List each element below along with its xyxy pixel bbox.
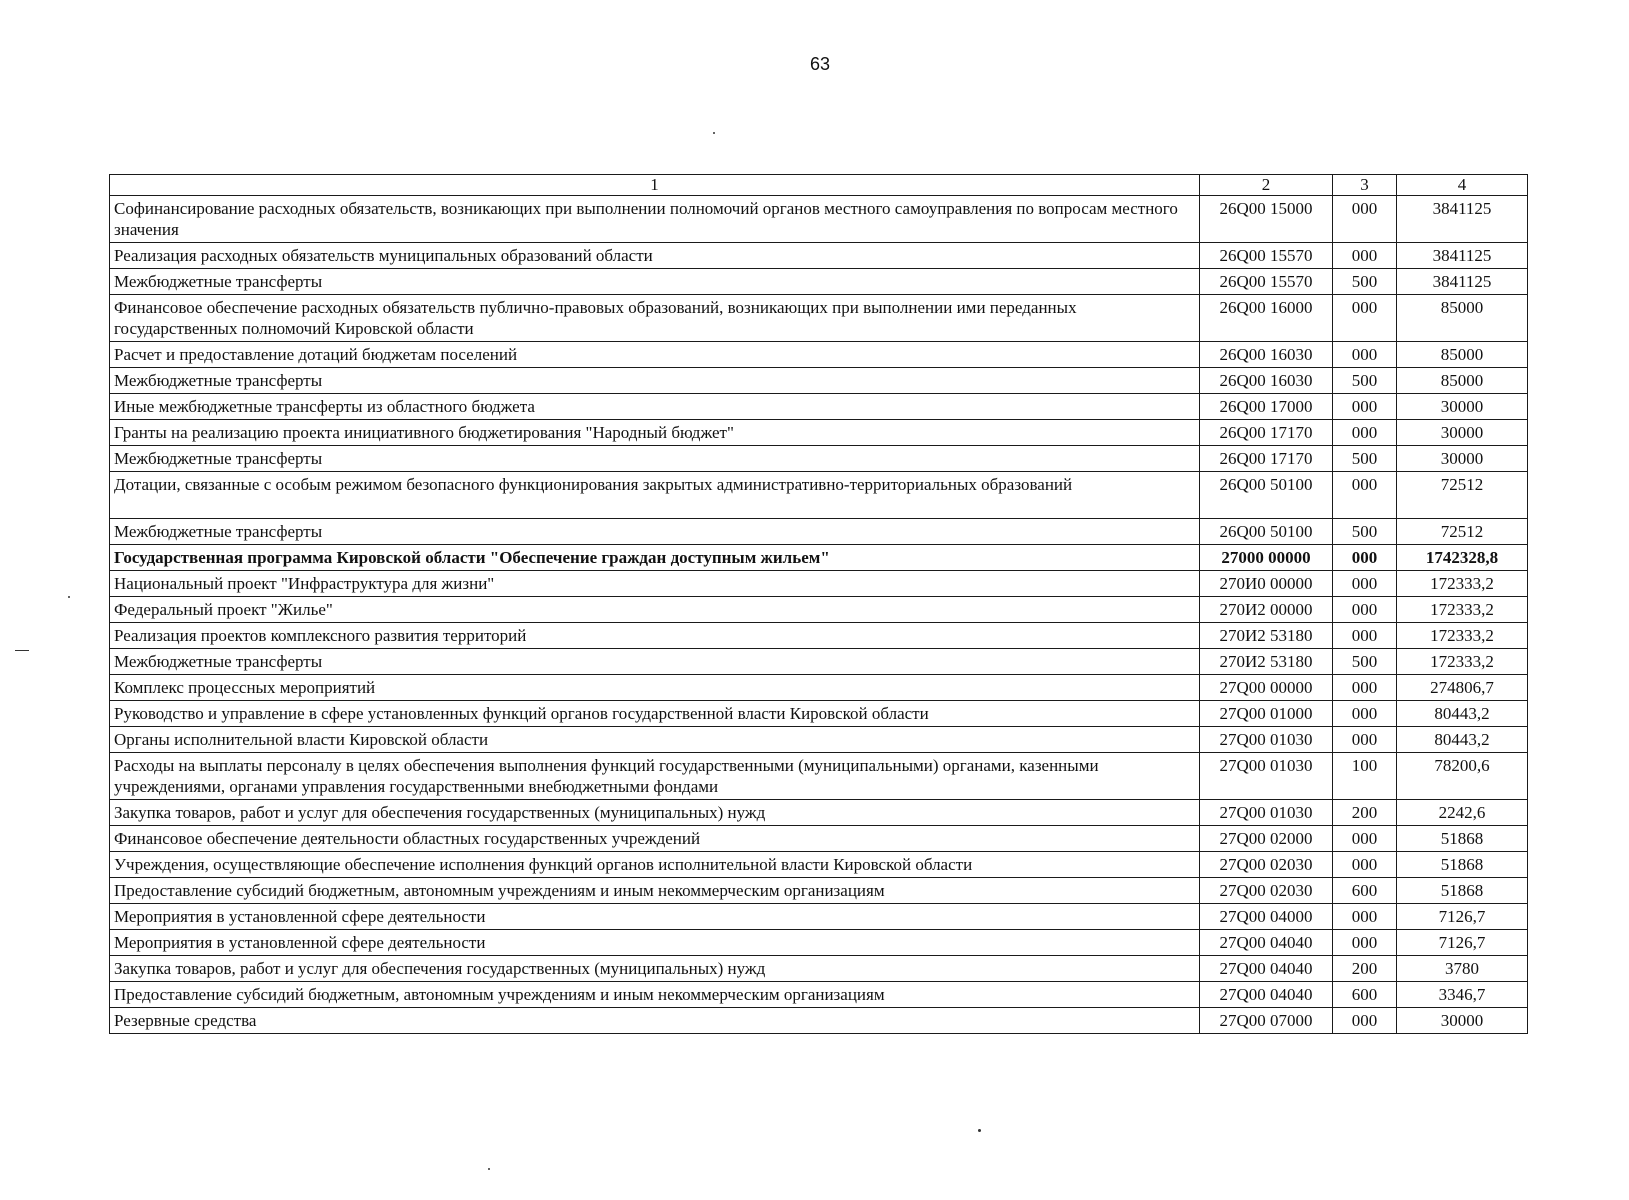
cell-name: Межбюджетные трансферты	[110, 519, 1200, 545]
cell-type: 000	[1333, 420, 1397, 446]
cell-type: 000	[1333, 545, 1397, 571]
cell-type: 500	[1333, 368, 1397, 394]
cell-amount: 51868	[1397, 826, 1528, 852]
cell-name: Софинансирование расходных обязательств, возникающих при выполнении полномочий органов местного самоуправления по вопросам местного значения	[110, 196, 1200, 243]
cell-name: Межбюджетные трансферты	[110, 269, 1200, 295]
header-col-1: 1	[110, 175, 1200, 196]
cell-type: 100	[1333, 753, 1397, 800]
cell-type: 000	[1333, 852, 1397, 878]
scan-speck	[15, 650, 29, 651]
table-row	[110, 519, 1528, 545]
scan-speck	[978, 1129, 981, 1132]
cell-type: 200	[1333, 800, 1397, 826]
header-col-2: 2	[1200, 175, 1333, 196]
cell-code: 26Q00 50100	[1200, 519, 1333, 545]
table-row	[110, 852, 1528, 878]
cell-type: 600	[1333, 878, 1397, 904]
cell-amount: 80443,2	[1397, 701, 1528, 727]
cell-name: Национальный проект "Инфраструктура для жизни"	[110, 571, 1200, 597]
cell-type: 000	[1333, 571, 1397, 597]
cell-type: 000	[1333, 727, 1397, 753]
table-row	[110, 826, 1528, 852]
table-row	[110, 904, 1528, 930]
table-row	[110, 342, 1528, 368]
cell-name: Мероприятия в установленной сфере деятельности	[110, 904, 1200, 930]
table-row	[110, 545, 1528, 571]
cell-amount: 2242,6	[1397, 800, 1528, 826]
cell-amount: 30000	[1397, 394, 1528, 420]
cell-amount: 1742328,8	[1397, 545, 1528, 571]
cell-code: 27Q00 07000	[1200, 1008, 1333, 1034]
cell-code: 26Q00 15570	[1200, 269, 1333, 295]
cell-type: 600	[1333, 982, 1397, 1008]
table-row	[110, 472, 1528, 519]
table-row	[110, 1008, 1528, 1034]
cell-amount: 3841125	[1397, 196, 1528, 243]
cell-name: Руководство и управление в сфере установленных функций органов государственной власти Кировской области	[110, 701, 1200, 727]
cell-type: 000	[1333, 243, 1397, 269]
cell-amount: 3780	[1397, 956, 1528, 982]
cell-code: 270И2 53180	[1200, 623, 1333, 649]
cell-code: 27Q00 04000	[1200, 904, 1333, 930]
cell-name: Иные межбюджетные трансферты из областного бюджета	[110, 394, 1200, 420]
cell-type: 000	[1333, 623, 1397, 649]
cell-name: Предоставление субсидий бюджетным, автономным учреждениям и иным некоммерческим организациям	[110, 982, 1200, 1008]
table-row	[110, 800, 1528, 826]
table-row	[110, 956, 1528, 982]
page-number: 63	[809, 54, 831, 74]
cell-code: 27Q00 02030	[1200, 852, 1333, 878]
table-row	[110, 727, 1528, 753]
table-body	[110, 196, 1528, 1034]
cell-code: 27Q00 04040	[1200, 982, 1333, 1008]
cell-code: 270И0 00000	[1200, 571, 1333, 597]
cell-amount: 3841125	[1397, 243, 1528, 269]
cell-amount: 172333,2	[1397, 649, 1528, 675]
cell-code: 27Q00 00000	[1200, 675, 1333, 701]
cell-type: 200	[1333, 956, 1397, 982]
cell-name: Закупка товаров, работ и услуг для обеспечения государственных (муниципальных) нужд	[110, 800, 1200, 826]
cell-type: 000	[1333, 342, 1397, 368]
cell-type: 000	[1333, 904, 1397, 930]
cell-name: Комплекс процессных мероприятий	[110, 675, 1200, 701]
cell-name: Органы исполнительной власти Кировской области	[110, 727, 1200, 753]
table-row	[110, 982, 1528, 1008]
cell-code: 26Q00 17170	[1200, 420, 1333, 446]
cell-amount: 7126,7	[1397, 930, 1528, 956]
cell-type: 500	[1333, 269, 1397, 295]
cell-code: 26Q00 17170	[1200, 446, 1333, 472]
cell-name: Межбюджетные трансферты	[110, 649, 1200, 675]
table-row	[110, 753, 1528, 800]
table-row	[110, 623, 1528, 649]
cell-name: Реализация проектов комплексного развития территорий	[110, 623, 1200, 649]
cell-amount: 85000	[1397, 295, 1528, 342]
cell-code: 27000 00000	[1200, 545, 1333, 571]
cell-code: 26Q00 15570	[1200, 243, 1333, 269]
cell-code: 27Q00 01000	[1200, 701, 1333, 727]
cell-code: 27Q00 02000	[1200, 826, 1333, 852]
cell-type: 000	[1333, 394, 1397, 420]
cell-code: 27Q00 01030	[1200, 753, 1333, 800]
cell-type: 000	[1333, 597, 1397, 623]
cell-code: 26Q00 16000	[1200, 295, 1333, 342]
cell-code: 26Q00 16030	[1200, 368, 1333, 394]
cell-amount: 30000	[1397, 420, 1528, 446]
cell-name: Финансовое обеспечение расходных обязательств публично-правовых образований, возникающих при выполнении ими переданных государственных полномочий Кировской области	[110, 295, 1200, 342]
table-row	[110, 295, 1528, 342]
cell-name: Финансовое обеспечение деятельности областных государственных учреждений	[110, 826, 1200, 852]
header-col-3: 3	[1333, 175, 1397, 196]
cell-name: Дотации, связанные с особым режимом безопасного функционирования закрытых административно-территориальных образований	[110, 472, 1200, 519]
cell-type: 000	[1333, 675, 1397, 701]
cell-name: Межбюджетные трансферты	[110, 368, 1200, 394]
cell-amount: 3346,7	[1397, 982, 1528, 1008]
cell-type: 000	[1333, 930, 1397, 956]
cell-name: Реализация расходных обязательств муниципальных образований области	[110, 243, 1200, 269]
table-row	[110, 930, 1528, 956]
table-row	[110, 394, 1528, 420]
cell-name: Расходы на выплаты персоналу в целях обеспечения выполнения функций государственными (муниципальными) органами, казенными учреждениями, органами управления государственными внебюджетными фондами	[110, 753, 1200, 800]
table-row	[110, 196, 1528, 243]
cell-amount: 85000	[1397, 368, 1528, 394]
cell-amount: 30000	[1397, 1008, 1528, 1034]
table-row	[110, 649, 1528, 675]
cell-name: Предоставление субсидий бюджетным, автономным учреждениям и иным некоммерческим организациям	[110, 878, 1200, 904]
cell-code: 26Q00 15000	[1200, 196, 1333, 243]
table-row	[110, 675, 1528, 701]
table-row	[110, 597, 1528, 623]
cell-amount: 51868	[1397, 852, 1528, 878]
budget-table	[109, 174, 1528, 1034]
scan-speck	[713, 132, 715, 134]
cell-amount: 72512	[1397, 472, 1528, 519]
cell-code: 27Q00 04040	[1200, 956, 1333, 982]
cell-amount: 72512	[1397, 519, 1528, 545]
cell-name: Гранты на реализацию проекта инициативного бюджетирования "Народный бюджет"	[110, 420, 1200, 446]
cell-name: Межбюджетные трансферты	[110, 446, 1200, 472]
cell-amount: 172333,2	[1397, 623, 1528, 649]
table-row	[110, 243, 1528, 269]
cell-amount: 172333,2	[1397, 597, 1528, 623]
table-row	[110, 701, 1528, 727]
cell-name: Учреждения, осуществляющие обеспечение исполнения функций органов исполнительной власти Кировской области	[110, 852, 1200, 878]
cell-type: 000	[1333, 295, 1397, 342]
cell-name: Закупка товаров, работ и услуг для обеспечения государственных (муниципальных) нужд	[110, 956, 1200, 982]
table-row	[110, 878, 1528, 904]
cell-name: Резервные средства	[110, 1008, 1200, 1034]
cell-name: Расчет и предоставление дотаций бюджетам поселений	[110, 342, 1200, 368]
header-col-4: 4	[1397, 175, 1528, 196]
cell-type: 000	[1333, 826, 1397, 852]
cell-amount: 30000	[1397, 446, 1528, 472]
cell-code: 27Q00 01030	[1200, 800, 1333, 826]
cell-code: 27Q00 01030	[1200, 727, 1333, 753]
cell-code: 270И2 00000	[1200, 597, 1333, 623]
cell-name: Государственная программа Кировской области "Обеспечение граждан доступным жильем"	[110, 545, 1200, 571]
table-row	[110, 368, 1528, 394]
cell-code: 26Q00 50100	[1200, 472, 1333, 519]
cell-code: 26Q00 16030	[1200, 342, 1333, 368]
cell-type: 000	[1333, 472, 1397, 519]
table-row	[110, 571, 1528, 597]
cell-code: 26Q00 17000	[1200, 394, 1333, 420]
cell-type: 500	[1333, 649, 1397, 675]
cell-code: 27Q00 04040	[1200, 930, 1333, 956]
cell-amount: 3841125	[1397, 269, 1528, 295]
table-header-row	[110, 175, 1528, 196]
cell-type: 000	[1333, 196, 1397, 243]
cell-amount: 85000	[1397, 342, 1528, 368]
cell-name: Мероприятия в установленной сфере деятельности	[110, 930, 1200, 956]
cell-code: 27Q00 02030	[1200, 878, 1333, 904]
cell-name: Федеральный проект "Жилье"	[110, 597, 1200, 623]
cell-code: 270И2 53180	[1200, 649, 1333, 675]
cell-type: 000	[1333, 701, 1397, 727]
table-row	[110, 269, 1528, 295]
cell-type: 500	[1333, 446, 1397, 472]
cell-type: 000	[1333, 1008, 1397, 1034]
scan-speck	[488, 1168, 490, 1170]
table-row	[110, 446, 1528, 472]
cell-amount: 7126,7	[1397, 904, 1528, 930]
table-row	[110, 420, 1528, 446]
cell-amount: 78200,6	[1397, 753, 1528, 800]
cell-amount: 274806,7	[1397, 675, 1528, 701]
cell-type: 500	[1333, 519, 1397, 545]
cell-amount: 80443,2	[1397, 727, 1528, 753]
scan-speck	[68, 596, 70, 598]
cell-amount: 51868	[1397, 878, 1528, 904]
cell-amount: 172333,2	[1397, 571, 1528, 597]
